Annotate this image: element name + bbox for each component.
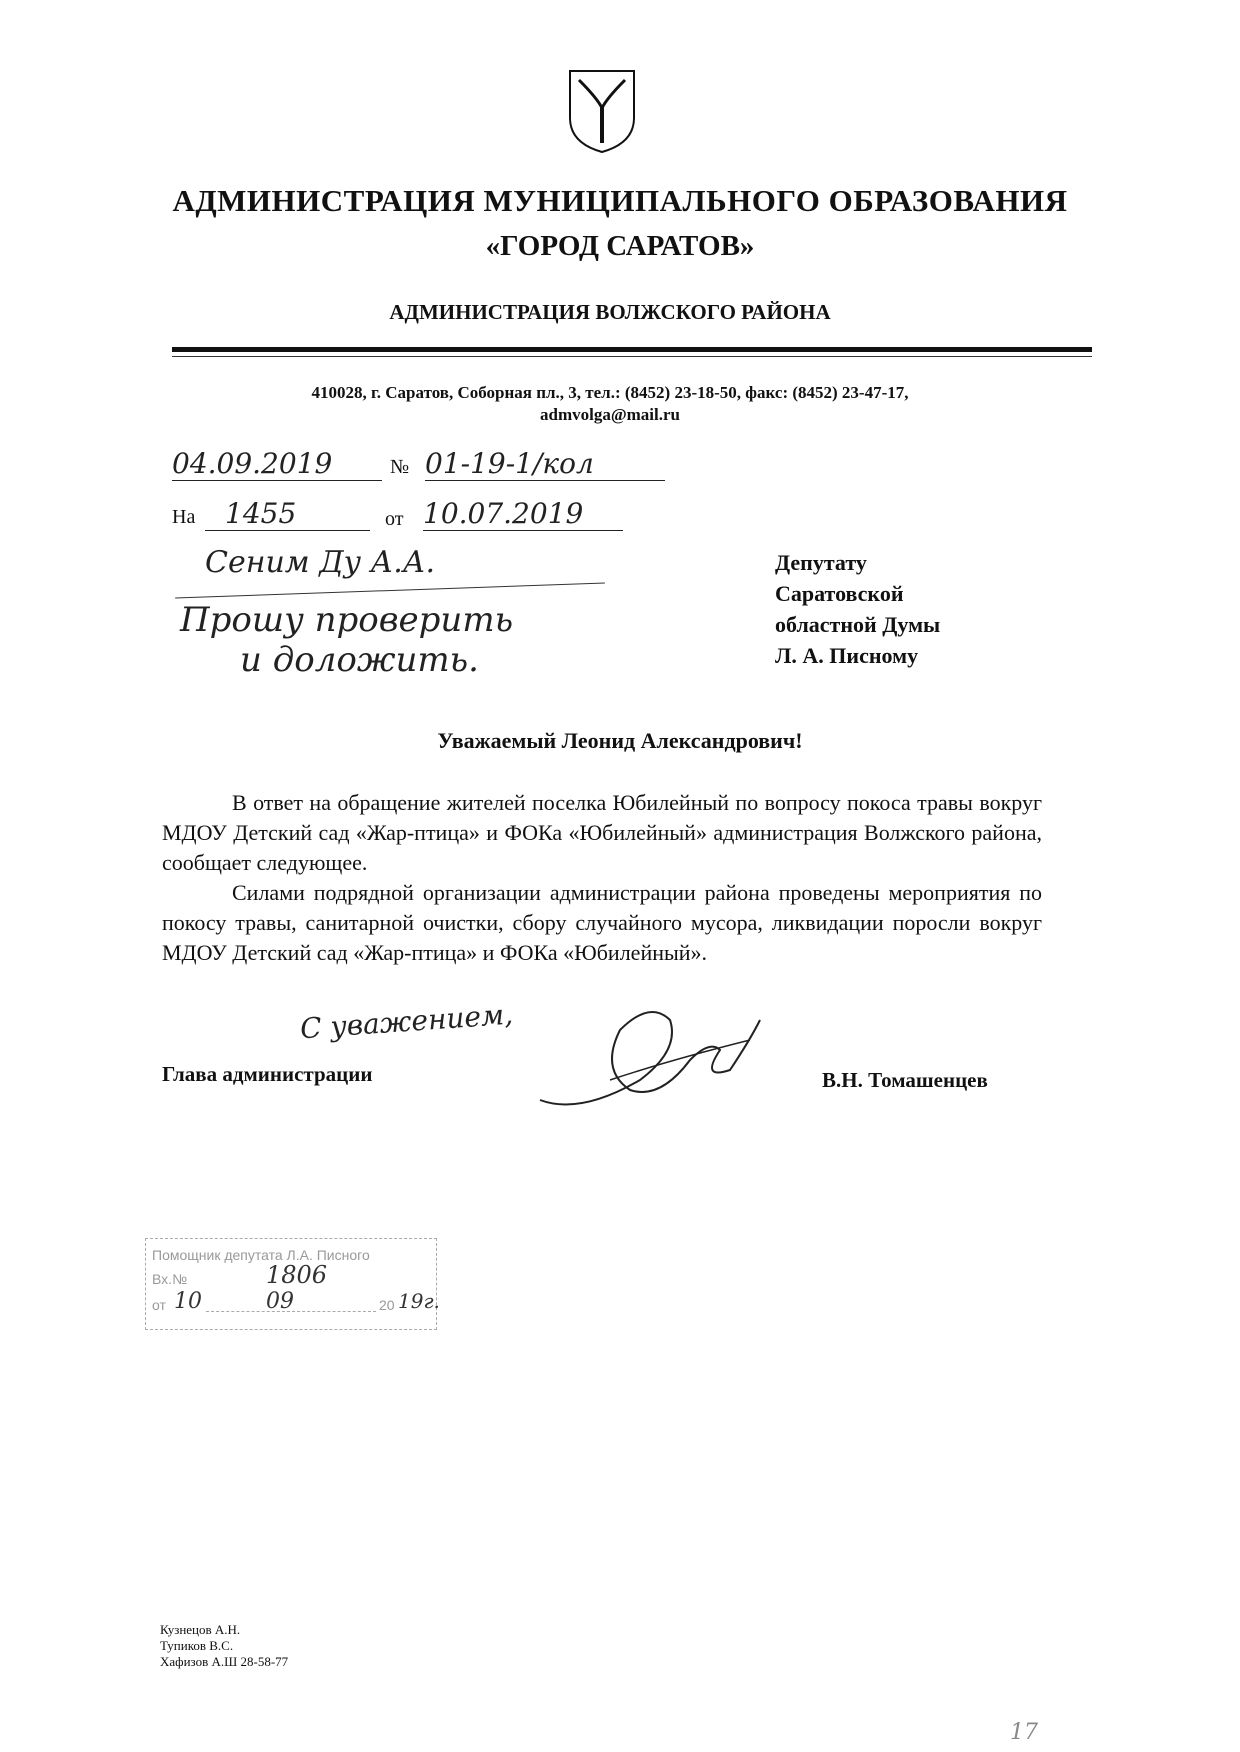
executor: Кузнецов А.Н. bbox=[160, 1622, 241, 1637]
addressee-line: областной Думы bbox=[775, 612, 941, 637]
stamp-day: 10 bbox=[174, 1289, 202, 1314]
addressee-line: Саратовской bbox=[775, 581, 904, 606]
reg-date: 04.09.2019 bbox=[172, 447, 382, 481]
executor: Тупиков В.С. bbox=[160, 1638, 234, 1653]
reg-number: 01-19-1/кол bbox=[425, 447, 665, 481]
handwritten-signature bbox=[520, 1000, 780, 1120]
handwritten-resolution-3: и доложить. bbox=[240, 640, 479, 680]
stamp-in-label: Вх.№ bbox=[152, 1271, 188, 1287]
org-city: «ГОРОД САРАТОВ» bbox=[485, 230, 755, 262]
handwritten-resolution-1: Сеним Ду А.А. bbox=[205, 545, 436, 580]
stamp-in-number: 1806 bbox=[266, 1261, 328, 1289]
number-label: № bbox=[390, 456, 410, 478]
org-address bbox=[0, 382, 1220, 426]
page-number: 17 bbox=[1010, 1720, 1038, 1745]
handwritten-resolution-2: Прошу проверить bbox=[180, 600, 514, 640]
signatory-name: В.Н. Томашенцев bbox=[822, 1068, 988, 1092]
executor: Хафизов А.Ш 28-58-77 bbox=[160, 1654, 289, 1669]
coat-of-arms-emblem bbox=[567, 68, 637, 154]
email-text: admvolga@mail.ru bbox=[539, 405, 680, 424]
body-paragraph: В ответ на обращение жителей поселка Юбилейный по вопросу покоса травы вокруг МДОУ Детский сад «Жар-птица» и ФОКа «Юбилейный» администрация Волжского района, сообщает следующее. bbox=[162, 790, 1042, 875]
body-paragraph: Силами подрядной организации администрации района проведены мероприятия по покосу травы, санитарной очистки, сбору случайного мусора, ликвидации поросли вокруг МДОУ Детский сад «Жар-птица» и ФОКа «Юбилейный». bbox=[162, 880, 1042, 965]
reply-number: 1455 bbox=[205, 497, 370, 531]
header-rule-thin bbox=[172, 356, 1092, 357]
addressee-line: Депутату bbox=[775, 550, 867, 575]
addressee-line: Л. А. Писному bbox=[775, 643, 919, 668]
reply-label: На bbox=[172, 506, 196, 528]
org-subtitle: АДМИНИСТРАЦИЯ ВОЛЖСКОГО РАЙОНА bbox=[389, 300, 831, 324]
header-rule bbox=[172, 347, 1092, 352]
from-label: от bbox=[385, 508, 404, 530]
addressee-block bbox=[775, 547, 940, 671]
handwritten-regards: С уважением, bbox=[299, 997, 515, 1046]
signatory-position: Глава администрации bbox=[162, 1062, 373, 1086]
reply-date: 10.07.2019 bbox=[423, 497, 623, 531]
executors-list bbox=[160, 1622, 288, 1670]
stamp-month: 09 bbox=[266, 1289, 294, 1314]
stamp-year-prefix: 20 bbox=[379, 1297, 395, 1313]
address-text: 410028, г. Саратов, Соборная пл., 3, тел.: (8452) 23-18-50, факс: (8452) 23-47-17, bbox=[311, 383, 909, 402]
stamp-from-label: от bbox=[152, 1297, 166, 1313]
letter-body bbox=[162, 788, 1042, 968]
registration-stamp bbox=[145, 1238, 440, 1330]
resolution-underline bbox=[175, 582, 605, 598]
org-title: АДМИНИСТРАЦИЯ МУНИЦИПАЛЬНОГО ОБРАЗОВАНИЯ bbox=[172, 183, 1068, 218]
stamp-year: 19г. bbox=[398, 1289, 440, 1313]
salutation: Уважаемый Леонид Александрович! bbox=[437, 728, 803, 753]
stamp-title: Помощник депутата Л.А. Писного bbox=[152, 1247, 370, 1263]
